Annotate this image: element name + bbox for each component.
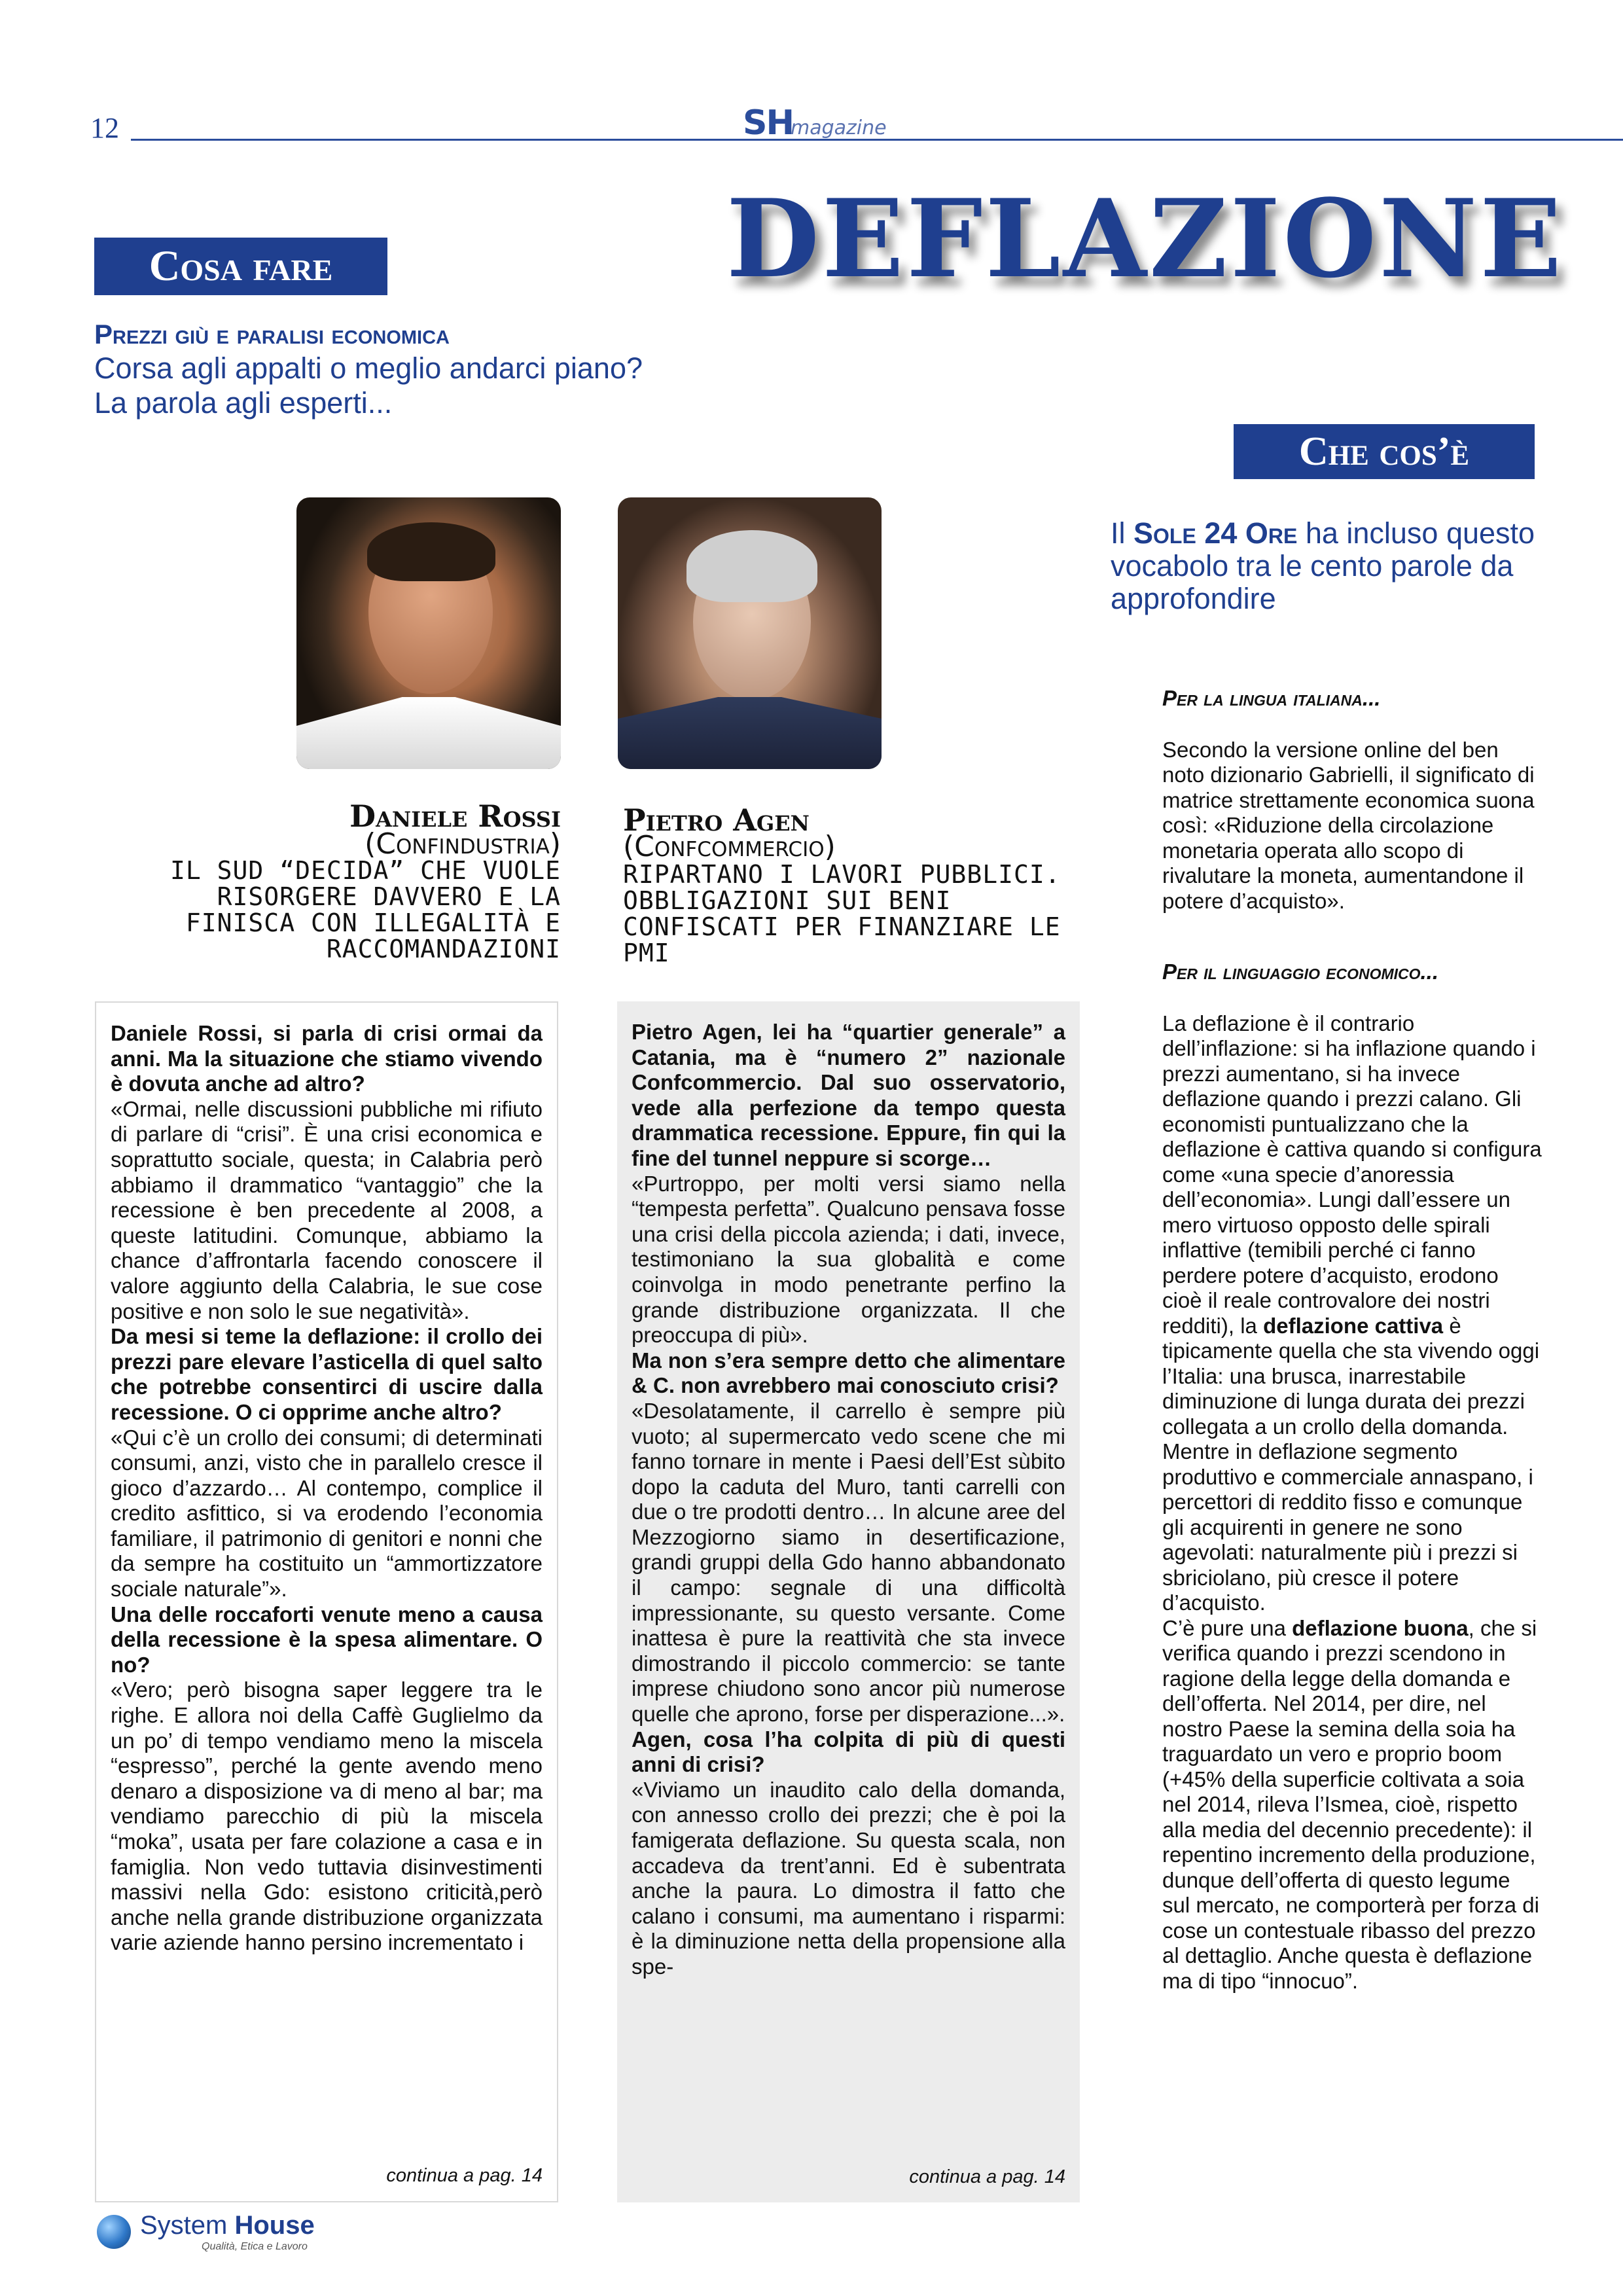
che-cose-intro — [1111, 517, 1569, 615]
magazine-logo-main: SH — [743, 103, 793, 143]
continue-link-agen[interactable]: continua a pag. 14 — [909, 2166, 1065, 2187]
interview-paragraph: «Qui c’è un crollo dei consumi; di determinati consumi, anzi, visto che in parallelo cresce il gioco d’azzardo… Al contempo, complice il credito asfittico, si va erodendo l’economia familiare, il patrimonio di genitori e nonni che da sempre ha costituito un “ammortizzatore sociale naturale”». — [111, 1425, 543, 1602]
che-cose-intro-post: ha incluso questo vocabolo tra le cento parole da approfondire — [1111, 516, 1535, 615]
interview-text-rossi — [111, 1021, 543, 1956]
definition-text-economic-2 — [1162, 1616, 1542, 1994]
spacer — [1162, 985, 1542, 1011]
interview-paragraph: «Purtroppo, per molti versi siamo nella “tempesta perfetta”. Qualcuno pensava fosse una crisi della piccola azienda; i dati, invece, testimoniano la sua globalità e come coinvolga in modo penetrante perfino la grande distribuzione organizzata. Il che preoccupa di più». — [632, 1171, 1065, 1348]
definition-column — [1162, 686, 1542, 1994]
photo-hair — [687, 530, 817, 602]
intro-line-1: Corsa agli appalti o meglio andarci piano? — [94, 351, 643, 385]
page-number: 12 — [90, 112, 119, 144]
photo-hair — [367, 522, 495, 581]
rossi-headline: IL SUD “DECIDA” CHE VUOLE RISORGERE DAVVERO E LA FINISCA CON ILLEGALITÀ E RACCOMANDAZIONI — [170, 856, 561, 963]
interview-paragraph: Agen, cosa l’ha colpita di più di questi anni di crisi? — [632, 1727, 1065, 1777]
interview-paragraph: «Viviamo un inaudito calo della domanda, con annesso crollo dei prezzi; che è poi la famigerata deflazione. Su questa scala, non accadeva da trent’anni. Ed è subentrata anche la paura. Lo dimostra il fatto che calano i consumi, ma aumentano i risparmi: è la diminuzione netta della propensione alla spe- — [632, 1777, 1065, 1979]
article-title: DEFLAZIONE — [726, 175, 1565, 302]
interview-paragraph: «Desolatamente, il carrello è sempre più vuoto; al supermercato vedo scene che mi fanno tornare in mente i Paesi dell’Est sùbito dopo la caduta del Muro, tanti carrelli con due o tre prodotti dentro… In alcune aree del Mezzogiorno siamo in desertificazione, grandi gruppi della Gdo hanno abbandonato il campo: segnale di una difficoltà impressionante, su questo versante. Come inattesa è pure la reattività che sta invece dimostrando il piccolo commercio: se tante imprese chiudono sono ancor più numerose quelle che aprono, forse per disperazione...». — [632, 1398, 1065, 1727]
text-run: C’è pure una — [1162, 1615, 1293, 1640]
agen-name: Pietro Agen — [623, 802, 810, 838]
term-bad-deflation: deflazione cattiva — [1263, 1313, 1444, 1338]
interview-paragraph: Una delle roccaforti venute meno a causa della recessione è la spesa alimentare. O no? — [111, 1602, 543, 1677]
globe-icon — [97, 2215, 131, 2249]
interview-paragraph: Ma non s’era sempre detto che alimentare & C. non avrebbero mai conosciuto crisi? — [632, 1348, 1065, 1398]
interview-box-agen — [617, 1001, 1080, 2202]
photo-shirt — [618, 697, 882, 769]
rossi-org: (Confindustria) — [365, 827, 561, 861]
section-badge-cosa-fare: Cosa fare — [94, 238, 387, 295]
term-good-deflation: deflazione buona — [1292, 1615, 1469, 1640]
che-cose-intro-pre: Il — [1111, 516, 1134, 550]
agen-org: (Confcommercio) — [623, 830, 836, 863]
interview-paragraph: Da mesi si teme la deflazione: il crollo dei prezzi pare elevare l’asticella di quel salto che potrebbe consentirci di uscire dalla recessione. O ci opprime anche altro? — [111, 1324, 543, 1424]
footer-brand — [140, 2211, 315, 2240]
footer-tagline: Qualità, Etica e Lavoro — [202, 2241, 308, 2252]
interview-paragraph: «Vero; però bisogna saper leggere tra le righe. E allora noi della Caffè Guglielmo da un po’ di tempo vendiamo meno la miscela “espresso”, perché la gente avendo meno denaro a disposizione va di meno al bar; ma vendiamo parecchio di più la miscela “moka”, usata per fare colazione a casa e in famiglia. Non vedo tuttavia disinvestimenti massivi nella Gdo: esistono criticità,però anche nella grande distribuzione organizzata varie aziende hanno persino incrementato i — [111, 1677, 543, 1955]
intro-line-2: La parola agli esperti... — [94, 386, 393, 420]
photo-pietro-agen — [618, 497, 882, 769]
magazine-logo — [743, 103, 887, 143]
text-run: , che si verifica quando i prezzi scendono in ragione della legge della domanda e dell’offerta. Nel 2014, per dire, nel nostro Paese la semina della soia ha traguardato un vero e proprio boom (+45% della superficie coltivata a soia nel 2014, rileva l’Ismea, cioè, rispetto alla media del decennio precedente): il repentino incremento della produzione, dunque dell’offerta di questo legume sul mercato, ne comporterà per forza di cose un contestuale ribasso del prezzo al dettaglio. Anche questa è deflazione ma di tipo “innocuo”. — [1162, 1615, 1539, 1993]
definition-text-italian: Secondo la versione online del ben noto dizionario Gabrielli, il significato di matrice strettamente economica suona così: «Riduzione della circolazione monetaria operata allo scopo di rivalutare la moneta, aumentandone il potere d’acquisto». — [1162, 737, 1535, 913]
interview-paragraph: Daniele Rossi, si parla di crisi ormai da anni. Ma la situazione che stiamo vivendo è dovuta anche ad altro? — [111, 1021, 543, 1096]
definition-heading-italian: Per la lingua italiana... — [1162, 686, 1381, 710]
interview-text-agen — [632, 1020, 1065, 1980]
spacer — [1162, 711, 1542, 738]
text-run: è tipicamente quella che sta vivendo oggi l’Italia: una brusca, inarrestabile diminuzione di lunga durata dei prezzi collegata a un crollo della domanda. Mentre in deflazione segmento produttivo e commerciale annaspano, i percettori di reddito fisso e comunque gli acquirenti in genere ne sono agevolati: naturalmente più i prezzi si sbriciolano, più cresce il potere d’acquisto. — [1162, 1313, 1540, 1615]
footer-brand-bold: House — [234, 2211, 315, 2240]
intro-kicker: Prezzi giù e paralisi economica — [94, 319, 450, 350]
definition-heading-economic: Per il linguaggio economico... — [1162, 960, 1439, 984]
magazine-logo-rest: magazine — [790, 117, 887, 139]
rossi-name: Daniele Rossi — [349, 798, 561, 834]
photo-shirt — [296, 697, 561, 769]
spacer — [1162, 914, 1542, 960]
footer-brand-light: System — [140, 2211, 235, 2240]
interview-paragraph: «Ormai, nelle discussioni pubbliche mi rifiuto di parlare di “crisi”. È una crisi economica e soprattutto sociale, questa; in Calabria però abbiamo il drammatico “vantaggio” che la recessione è ben precedente al 2008, a queste latitudini. Comunque, abbiamo la chance d’affrontarla facendo conoscere il valore aggiunto della Calabria, le sue cose positive e non solo le sue negatività». — [111, 1096, 543, 1323]
text-run: La deflazione è il contrario dell’inflazione: si ha inflazione quando i prezzi aumentano, si ha invece deflazione quando i prezzi calano. Gli economisti puntualizzano che la deflazione è cattiva quando si configura come «una specie d’anoressia dell’economia». Lungi dall’essere un mero virtuoso opposto delle spirali inflattive (temibili perché ci fanno perdere potere d’acquisto, erodono cioè il reale controvalore dei nostri redditi), la — [1162, 1011, 1542, 1338]
interview-paragraph: Pietro Agen, lei ha “quartier generale” a Catania, ma è “numero 2” nazionale Confcommercio. Dal suo osservatorio, vede alla perfezione da tempo questa drammatica recessione. Eppure, fin qui la fine del tunnel neppure si scorge… — [632, 1020, 1065, 1170]
definition-text-economic-1 — [1162, 1011, 1542, 1616]
photo-daniele-rossi — [296, 497, 561, 769]
che-cose-intro-brand: Sole 24 Ore — [1133, 516, 1298, 550]
section-badge-che-cose: Che cos’è — [1234, 424, 1535, 479]
continue-link-rossi[interactable]: continua a pag. 14 — [386, 2165, 543, 2186]
agen-headline: RIPARTANO I LAVORI PUBBLICI. OBBLIGAZIONI SUI BENI CONFISCATI PER FINANZIARE LE PMI — [623, 860, 1061, 967]
interview-box-rossi — [95, 1001, 558, 2202]
